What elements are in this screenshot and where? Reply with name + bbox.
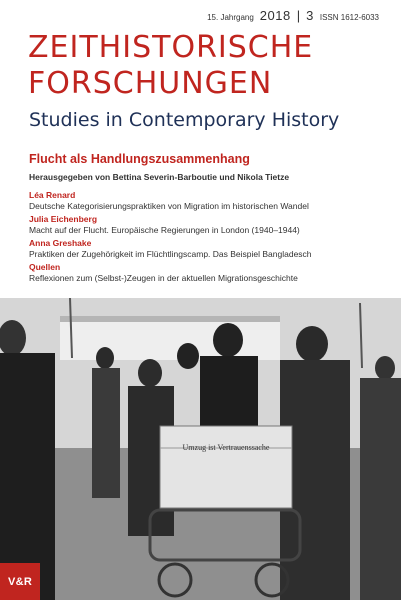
cover-photo (0, 298, 401, 600)
entry-title: Praktiken der Zugehörigkeit im Flüchtlingscamp. Das Beispiel Bangladesch (29, 249, 312, 259)
table-of-contents (29, 190, 389, 286)
issue-separator: | (296, 8, 301, 23)
issue-year: 2018 (259, 8, 291, 23)
issue-theme-title: Flucht als Handlungszusammenhang (29, 152, 250, 166)
issn: ISSN 1612-6033 (319, 13, 379, 22)
contents-entry (29, 190, 389, 212)
contents-entry (29, 238, 389, 260)
entry-title: Macht auf der Flucht. Europäische Regierungen in London (1940–1944) (29, 225, 300, 235)
contents-entry (29, 262, 389, 284)
box-text: Umzug ist Vertrauenssache (182, 443, 270, 452)
contents-entry (29, 214, 389, 236)
entry-author: Anna Greshake (29, 238, 92, 248)
entry-author: Julia Eichenberg (29, 214, 98, 224)
volume-label: 15. Jahrgang (207, 13, 254, 22)
issue-number: 3 (306, 8, 314, 23)
entry-author: Léa Renard (29, 190, 76, 200)
journal-title-line1: ZEITHISTORISCHE (28, 30, 314, 65)
publisher-logo: V&R (0, 563, 40, 600)
journal-subtitle: Studies in Contemporary History (29, 109, 340, 131)
entry-title: Reflexionen zum (Selbst-)Zeugen in der aktuellen Migrationsgeschichte (29, 273, 298, 283)
issue-info (207, 8, 379, 23)
entry-author: Quellen (29, 262, 61, 272)
journal-title-line2: FORSCHUNGEN (28, 66, 273, 101)
issue-editors: Herausgegeben von Bettina Severin-Barboutie und Nikola Tietze (29, 172, 290, 182)
refugee-scene-illustration (0, 298, 401, 600)
entry-title: Deutsche Kategorisierungspraktiken von Migration im historischen Wandel (29, 201, 309, 211)
